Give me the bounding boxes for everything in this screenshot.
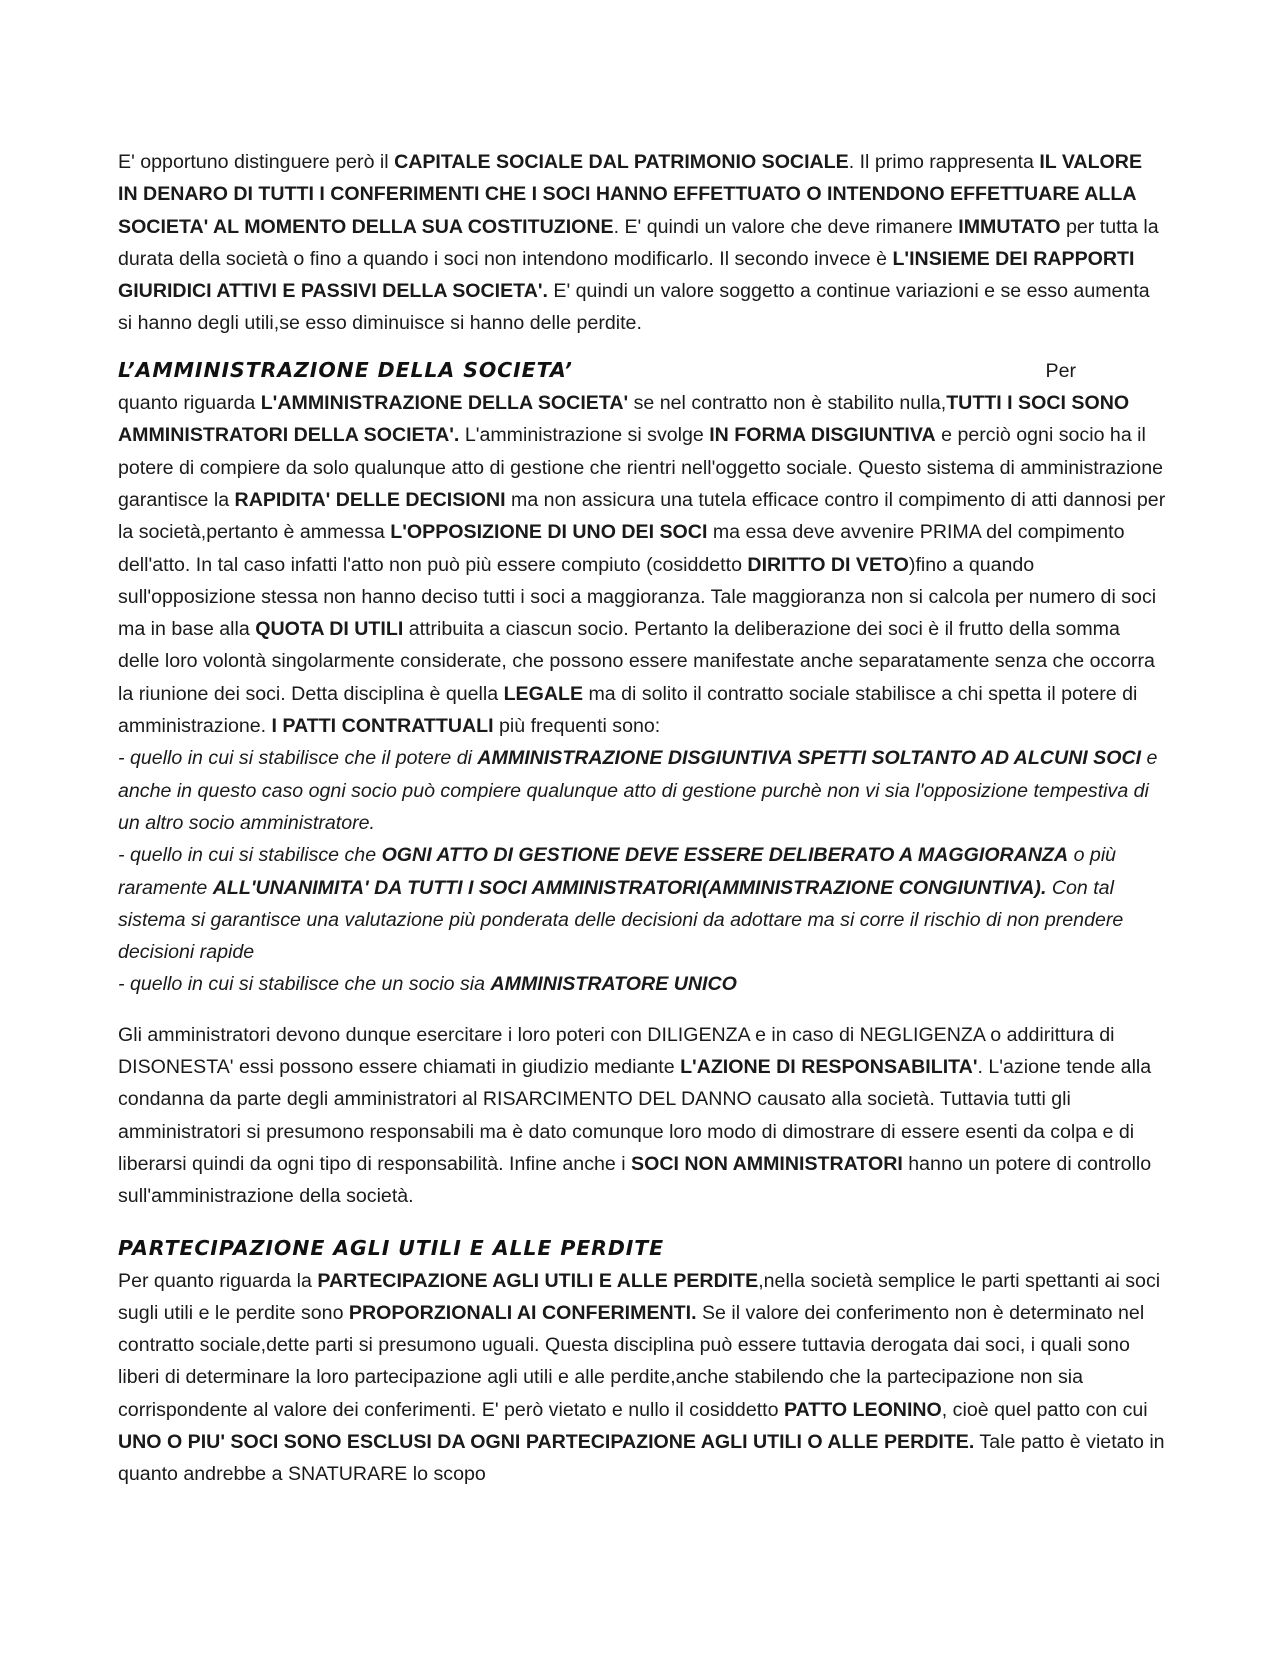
document-page (118, 146, 1166, 1491)
paragraph-capitale: E' opportuno distinguere però il CAPITALE SOCIALE DAL PATRIMONIO SOCIALE. Il primo rappresenta IL VALORE IN DENARO DI TUTTI I CONFERIMENTI CHE I SOCI HANNO EFFETTUATO O INTENDONO EFFETTUARE ALLA SOCIETA' AL MOMENTO DELLA SUA COSTITUZIONE. E' quindi un valore che deve rimanere IMMUTATO per tutta la durata della società o fino a quando i soci non intendono modificarlo. Il secondo invece è L'INSIEME DEI RAPPORTI GIURIDICI ATTIVI E PASSIVI DELLA SOCIETA'. E' quindi un valore soggetto a continue variazioni e se esso aumenta si hanno degli utili,se esso diminuisce si hanno delle perdite. (118, 151, 1159, 335)
list-item: - quello in cui si stabilisce che il potere di AMMINISTRAZIONE DISGIUNTIVA SPETTI SOLTANTO AD ALCUNI SOCI e anche in questo caso ogni socio può compiere qualunque atto di gestione purchè non vi sia l'opposizione tempestiva di un altro socio amministratore. (118, 747, 1158, 834)
heading-amministrazione: L’AMMINISTRAZIONE DELLA SOCIETA’ (118, 357, 573, 382)
list-item: - quello in cui si stabilisce che un socio sia AMMINISTRATORE UNICO (118, 973, 737, 996)
paragraph-responsabilita: Gli amministratori devono dunque esercitare i loro poteri con DILIGENZA e in caso di NEGLIGENZA o addirittura di DISONESTA' essi possono essere chiamati in giudizio mediante L'AZIONE DI RESPONSABILITA'. L'azione tende alla condanna da parte degli amministratori al RISARCIMENTO DEL DANNO causato alla società. Tuttavia tutti gli amministratori si presumono responsabili ma è dato comunque loro modo di dimostrare di essere esenti da colpa e di liberarsi quindi da ogni tipo di responsabilità. Infine anche i SOCI NON AMMINISTRATORI hanno un potere di controllo sull'amministrazione della società. (118, 1023, 1152, 1208)
paragraph-partecipazione: Per quanto riguarda la PARTECIPAZIONE AGLI UTILI E ALLE PERDITE,nella società semplice le parti spettanti ai soci sugli utili e le perdite sono PROPORZIONALI AI CONFERIMENTI. Se il valore dei conferimento non è determinato nel contratto sociale,dette parti si presumono uguali. Questa disciplina può essere tuttavia derogata dai soci, i quali sono liberi di determinare la loro partecipazione agli utili e alle perdite,anche stabilendo che la partecipazione non sia corrispondente al valore dei conferimenti. E' però vietato e nullo il cosiddetto PATTO LEONINO, cioè quel patto con cui UNO O PIU' SOCI SONO ESCLUSI DA OGNI PARTECIPAZIONE AGLI UTILI O ALLE PERDITE. Tale patto è vietato in quanto andrebbe a SNATURARE lo scopo (118, 1269, 1165, 1486)
heading-row-amministrazione (118, 353, 1166, 387)
list-item: - quello in cui si stabilisce che OGNI ATTO DI GESTIONE DEVE ESSERE DELIBERATO A MAGGIORANZA o più raramente ALL'UNANIMITA' DA TUTTI I SOCI AMMINISTRATORI(AMMINISTRAZIONE CONGIUNTIVA). Con tal sistema si garantisce una valutazione più ponderata delle decisioni da adottare ma si corre il rischio di non prendere decisioni rapide (118, 844, 1124, 964)
heading-partecipazione: PARTECIPAZIONE AGLI UTILI E ALLE PERDITE (118, 1235, 665, 1260)
paragraph-amministrazione: quanto riguarda L'AMMINISTRAZIONE DELLA SOCIETA' se nel contratto non è stabilito nulla,TUTTI I SOCI SONO AMMINISTRATORI DELLA SOCIETA'. L'amministrazione si svolge IN FORMA DISGIUNTIVA e perciò ogni socio ha il potere di compiere da solo qualunque atto di gestione che rientri nell'oggetto sociale. Questo sistema di amministrazione garantisce la RAPIDITA' DELLE DECISIONI ma non assicura una tutela efficace contro il compimento di atti dannosi per la società,pertanto è ammessa L'OPPOSIZIONE DI UNO DEI SOCI ma essa deve avvenire PRIMA del compimento dell'atto. In tal caso infatti l'atto non può più essere compiuto (cosiddetto DIRITTO DI VETO)fino a quando sull'opposizione stessa non hanno deciso tutti i soci a maggioranza. Tale maggioranza non si calcola per numero di soci ma in base alla QUOTA DI UTILI attribuita a ciascun socio. Pertanto la deliberazione dei soci è il frutto della somma delle loro volontà singolarmente considerate, che possono essere manifestate anche separatamente senza che occorra la riunione dei soci. Detta disciplina è quella LEGALE ma di solito il contratto sociale stabilisce a chi spetta il potere di amministrazione. I PATTI CONTRATTUALI più frequenti sono: (118, 392, 1166, 738)
heading-trailing-text: Per (1045, 359, 1076, 382)
